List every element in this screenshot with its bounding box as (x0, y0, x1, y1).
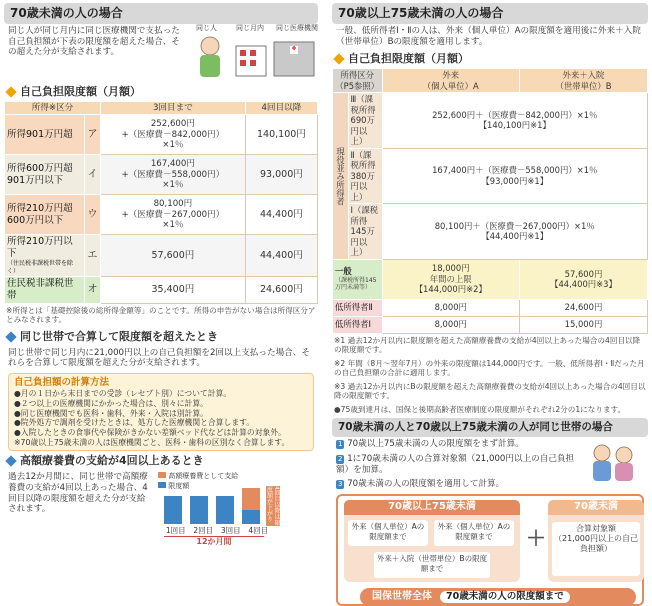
row-upto3: 167,400円 +（医療費－558,000円） ×1％ (101, 155, 246, 195)
row-upto3: 80,100円 +（医療費－267,000円） ×1％ (101, 195, 246, 235)
box-b: 外来＋入院（世帯単位）Bの限度額まで (374, 552, 490, 578)
step (332, 452, 582, 477)
general-a: 18,000円 年間の上限 【144,000円※2】 (382, 259, 519, 299)
legend-item (158, 482, 189, 491)
box-a1: 外来（個人単位）Aの限度額まで (348, 520, 428, 546)
right-note: ※3 過去12か月以内にBの限度額を超えた高額療養費の支給が4回以上あった場合の4回目以降の限度額です。 (334, 381, 646, 401)
left-intro: 同じ人が同じ月内に同じ医療機関で支払った自己負担額が下表の限度額を超えた場合、その超えた分が支給されます。 (8, 26, 180, 58)
bar-label: 3回目 (220, 526, 241, 536)
row-value-cell (382, 204, 648, 260)
over70-title: 70歳以上75歳未満 (344, 500, 520, 515)
calc-item: ●入院したときの食事代や保険がきかない差額ベッド代などは計算の対象外。 (14, 427, 286, 437)
left-table-note: ※所得とは「基礎控除後の総所得金額等」のことです。所得の申告がない場合は所得区分アとみなされます。 (6, 305, 316, 325)
right-note: ※1 過去12か月以内に限度額を超えた高額療養費の支給が4回以上あった場合の4回目以降の限度額です。 (334, 335, 641, 355)
calc-item: ●同じ医療機関でも医科・歯科、外来・入院は別計算。 (14, 408, 208, 418)
row-value-sub: 【140,100円※1】 (478, 120, 551, 131)
row-value-cell (382, 93, 648, 149)
table-row (5, 115, 318, 155)
step (332, 437, 582, 452)
household-total-pill (360, 588, 636, 606)
general-b: 57,600円 【44,400円※3】 (519, 259, 647, 299)
row-value: 80,100円＋（医療費－267,000円）×1％ (434, 220, 595, 231)
legend-label: 限度額 (168, 482, 190, 491)
bar-3 (216, 496, 234, 524)
table-row (333, 204, 648, 260)
step-text: 1に70歳未満の人の合算対象額（21,000円以上の自己負担額）を加算。 (336, 453, 575, 475)
row-letter: イ (85, 155, 101, 195)
row-label: 所得600万円超 901万円以下 (5, 155, 85, 195)
table-row (333, 259, 648, 299)
plus-icon: ＋ (526, 526, 546, 551)
steps-list (332, 437, 582, 492)
th-outpatient-inpatient: 外来＋入院 （世帯単位）B (519, 69, 647, 93)
illus-label-1: 同じ人 (196, 24, 217, 32)
low2-b: 24,600円 (519, 299, 647, 316)
row-letter: エ (85, 235, 101, 277)
row-sublabel: （住民税非課税世帯を除く） (7, 260, 74, 275)
row-label-cell (5, 235, 85, 277)
legend-swatch-icon (158, 482, 166, 488)
row-label: 低所得者Ⅱ (333, 299, 383, 316)
table-row (333, 316, 648, 333)
row-upto3: 252,600円 +（医療費－842,000円） ×1％ (101, 115, 246, 155)
diamond-icon (5, 331, 16, 342)
row-label: 所得210万円超 600万円以下 (5, 195, 85, 235)
left-section3-heading (4, 454, 318, 468)
sidebar-label: 現役並み所得者 (333, 93, 349, 260)
right-title: 70歳以上75歳未満の人の場合 (332, 3, 648, 24)
table-row (5, 155, 318, 195)
right-note: ●75歳到達月は、国保と後期高齢者医療制度の限度額がそれぞれ2分の1になります。 (334, 404, 626, 414)
low1-b: 15,000円 (519, 316, 647, 333)
left-section2-heading (4, 330, 318, 344)
row-value-sub: 【44,400円※1】 (481, 231, 549, 242)
step-number: 1 (338, 440, 343, 449)
row-upto3: 57,600円 (101, 235, 246, 277)
low1-a: 8,000円 (382, 316, 519, 333)
th-outpatient: 外来 （個人単位）A (382, 69, 519, 93)
th-from4: 4回目以降 (245, 101, 317, 115)
row-label: 住民税非課税世帯 (5, 277, 85, 304)
legend-swatch-icon (158, 472, 166, 478)
right-column (330, 0, 652, 603)
calc-item: ※70歳以上75歳未満の人は医療機関ごと、医科・歯科の区別なく合算します。 (14, 437, 290, 447)
bar-label: 2回目 (193, 526, 214, 536)
left-section3-title: 高額療養費の支給が4回以上あるとき (20, 454, 204, 468)
row-from4: 93,000円 (245, 155, 317, 195)
right-section1-heading (332, 52, 648, 66)
calc-item: ●２つ以上の医療機関にかかった場合は、別々に計算。 (14, 398, 208, 408)
low2-a: 8,000円 (382, 299, 519, 316)
diamond-icon (5, 456, 16, 467)
left-title: 70歳未満の人の場合 (4, 3, 318, 24)
row-upto3: 35,400円 (101, 277, 246, 304)
elderly-couple-icon (582, 437, 642, 485)
left-section1-heading (4, 85, 318, 99)
diamond-icon (333, 54, 344, 65)
legend-label: 高額療養費として支給 (168, 472, 239, 481)
step-text: 70歳以上75歳未満の人の限度額をまず計算。 (347, 439, 524, 450)
calc-method-box (8, 373, 314, 451)
step (332, 477, 582, 492)
row-label: 所得210万円以下 (7, 236, 73, 260)
bar-2 (190, 496, 208, 524)
table-row (5, 235, 318, 277)
row-from4: 44,400円 (245, 195, 317, 235)
left-section3-text: 過去12か月間に、同じ世帯で高額療養費の支給が4回以上あった場合、4回目以降の限度額を超えた分が支給されます。 (8, 472, 148, 515)
row-sublabel: （課税所得145万円未満等） (335, 276, 377, 292)
left-section2-title: 同じ世帯で合算して限度額を超えたとき (20, 329, 218, 343)
th-upto3: 3回目まで (101, 101, 246, 115)
row-label: 一般 (335, 266, 352, 277)
right-intro: 一般、低所得者Ⅰ・Ⅱの人は、外来（個人単位）Aの限度額を適用後に外来＋入院（世帯単位）Bの限度額を適用します。 (336, 26, 641, 47)
bar-4 (242, 510, 260, 524)
left-section3-row (4, 470, 318, 546)
span-label: 12か月間 (164, 536, 264, 547)
table-row (333, 299, 648, 316)
th-income: 所得区分 （P5参照） (333, 69, 383, 93)
row-group: Ⅱ（課税所得380万円以上） (348, 148, 382, 204)
left-illustration (192, 24, 318, 82)
bar-1 (164, 496, 182, 524)
right-section1-title: 自己負担限度額（月額） (348, 52, 469, 66)
row-group: Ⅰ（課税所得145万円以上） (348, 204, 382, 260)
steps-row (332, 437, 648, 492)
table-row (333, 148, 648, 204)
box-right: 合算対象額 （21,000円以上の自己負担額） (552, 522, 640, 576)
calc-item: ●院外処方で調剤を受けたときは、処方した医療機関と合算します。 (14, 418, 255, 428)
right-section2-title: 70歳未満の人と70歳以上75歳未満の人が同じ世帯の場合 (332, 418, 648, 437)
row-value: 167,400円＋（医療費－558,000円）×1％ (432, 165, 598, 176)
household-calc-box (336, 494, 644, 606)
illus-label-3: 同じ医療機関 (276, 24, 318, 32)
row-label: 低所得者Ⅰ (333, 316, 383, 333)
row-label: 所得901万円超 (5, 115, 85, 155)
table-row (333, 93, 648, 149)
row-letter: オ (85, 277, 101, 304)
table-row (5, 277, 318, 304)
diamond-icon (5, 86, 16, 97)
th-income: 所得※区分 (5, 101, 101, 115)
left-intro-row (4, 24, 318, 82)
step-number: 2 (338, 454, 343, 463)
pill-value: 70歳未満の人の限度額まで (440, 591, 570, 603)
legend-item (158, 472, 238, 481)
left-limit-table (4, 101, 318, 304)
calc-item: ●月の１日から末日までの受診（レセプト別）について計算。 (14, 389, 232, 399)
calc-method-title: 自己負担額の計算方法 (14, 377, 110, 389)
pill-label: 国保世帯全体 (372, 590, 432, 602)
left-section2-text: 同じ世帯で同じ月内に21,000円以上の自己負担額を2回以上支払った場合、それらを合算して限度額を超えた分が支給されます。 (8, 347, 310, 369)
step-text: 70歳未満の人の限度額を適用して計算。 (347, 479, 505, 490)
step-number: 3 (338, 480, 343, 489)
right-limit-table (332, 68, 648, 334)
row-value: 252,600円＋（医療費－842,000円）×1％ (432, 109, 598, 120)
over70-box (344, 500, 520, 582)
bar-label: 1回目 (165, 526, 186, 536)
under70-title: 70歳未満 (548, 500, 644, 515)
bar-label: 4回目 (248, 526, 269, 536)
under70-box (548, 500, 644, 582)
illus-label-2: 同じ月内 (236, 24, 264, 32)
multi-times-diagram (154, 470, 314, 546)
chart-note: 4回目以降は限度額が下がります (258, 486, 280, 527)
left-column (0, 0, 322, 586)
table-row (5, 195, 318, 235)
row-value-sub: 【93,000円※1】 (481, 175, 549, 186)
row-from4: 44,400円 (245, 235, 317, 277)
box-a2: 外来（個人単位）Aの限度額まで (434, 520, 514, 546)
row-from4: 24,600円 (245, 277, 317, 304)
row-label-cell (333, 259, 383, 299)
row-letter: ウ (85, 195, 101, 235)
row-letter: ア (85, 115, 101, 155)
row-value-cell (382, 148, 648, 204)
left-section1-title: 自己負担限度額（月額） (20, 85, 141, 98)
row-from4: 140,100円 (245, 115, 317, 155)
bar-labels (162, 526, 272, 535)
row-group: Ⅲ（課税所得690万円以上） (348, 93, 382, 149)
right-note: ※2 年間（8月～翌年7月）の外来の限度額は144,000円です。一般、低所得者Ⅰ・Ⅱだった月の自己負担額の合計に適用します。 (334, 358, 645, 378)
